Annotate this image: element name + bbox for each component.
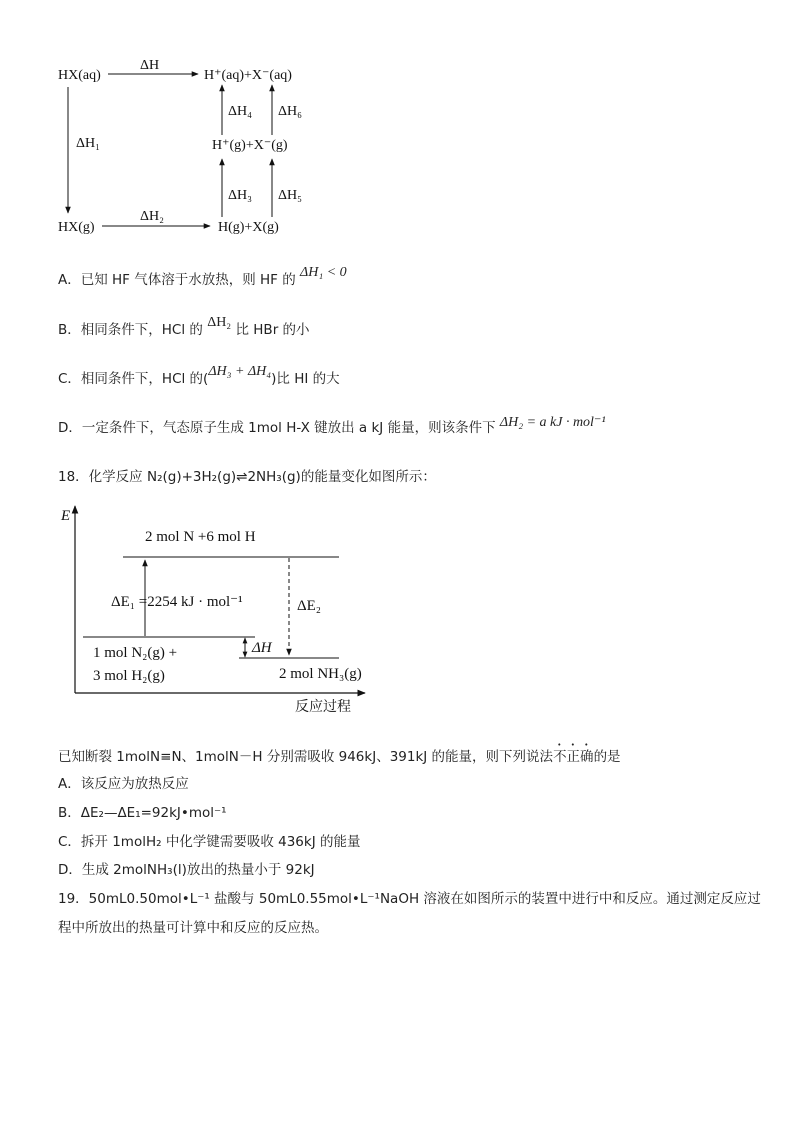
de2-label: ΔE₂ xyxy=(297,598,322,614)
q17-option-c-math: ΔH₃ + ΔH₄ xyxy=(208,364,272,379)
reactant-label-1: 1 mol N₂(g) + xyxy=(93,645,178,661)
q18-info-emphasis: 不正确 xyxy=(553,749,594,765)
q17-option-b-math: ΔH₂ xyxy=(207,315,232,330)
x-axis-label: 反应过程 xyxy=(295,699,351,715)
hx-g-label: HX(g) xyxy=(58,220,95,235)
ions-g-label: H⁺(g)+X⁻(g) xyxy=(212,138,288,153)
dh2-label: ΔH₂ xyxy=(140,209,164,224)
q17-option-c xyxy=(58,364,340,388)
q17-option-b-tail: 比 HBr 的小 xyxy=(235,322,310,338)
q17-option-d-math: ΔH₂ = a kJ · mol⁻¹ xyxy=(499,415,606,430)
dh1-label: ΔH₁ xyxy=(76,136,100,151)
q18-info-post: 的是 xyxy=(593,749,621,765)
hess-cycle-diagram xyxy=(50,55,370,245)
q18-info xyxy=(58,741,621,765)
q17-option-c-text: C．相同条件下，HCl 的( xyxy=(58,371,209,387)
dh4-label: ΔH₄ xyxy=(228,104,252,119)
q17-option-d xyxy=(58,416,606,437)
dh-label: ΔH xyxy=(252,640,272,656)
q17-option-a-math: ΔH₁ < 0 xyxy=(300,265,347,280)
y-axis-label: E xyxy=(61,508,71,524)
q17-option-d-text: D．一定条件下，气态原子生成 1mol H-X 键放出 a kJ 能量，则该条件下 xyxy=(58,420,496,436)
q17-option-b xyxy=(58,315,310,339)
dh-label: ΔH xyxy=(140,58,160,73)
atoms-g-label: H(g)+X(g) xyxy=(218,220,279,235)
q18-info-pre: 已知断裂 1molN≡N、1molN－H 分别需吸收 946kJ、391kJ 的能量，则下列说法 xyxy=(58,749,554,765)
q18-option-d: D．生成 2molNH₃(l)放出的热量小于 92kJ xyxy=(58,862,315,878)
hx-aq-label: HX(aq) xyxy=(58,68,101,83)
q18-option-c: C．拆开 1molH₂ 中化学键需要吸收 436kJ 的能量 xyxy=(58,834,361,850)
dh3-label: ΔH₃ xyxy=(228,188,252,203)
dh5-label: ΔH₅ xyxy=(278,188,302,203)
ions-aq-label: H⁺(aq)+X⁻(aq) xyxy=(204,68,292,83)
energy-diagram xyxy=(55,500,375,718)
q18-option-b: B．ΔE₂—ΔE₁=92kJ•mol⁻¹ xyxy=(58,805,227,821)
q18-stem: 18．化学反应 N₂(g)+3H₂(g)⇌2NH₃(g)的能量变化如图所示： xyxy=(58,469,436,485)
q18-option-a: A．该反应为放热反应 xyxy=(58,776,189,792)
q17-option-a xyxy=(58,265,347,289)
reactant-label-2: 3 mol H₂(g) xyxy=(93,668,165,684)
q17-option-c-tail: )比 HI 的大 xyxy=(271,371,340,387)
dh6-label: ΔH₆ xyxy=(278,104,302,119)
q19-line-2: 程中所放出的热量可计算中和反应的反应热。 xyxy=(58,920,328,936)
q17-option-a-text: A．已知 HF 气体溶于水放热，则 HF 的 xyxy=(58,272,296,288)
q19-line-1: 19．50mL0.50mol•L⁻¹ 盐酸与 50mL0.55mol•L⁻¹NaOH 溶液在如图所示的装置中进行中和反应。通过测定反应过 xyxy=(58,891,761,907)
product-label: 2 mol NH₃(g) xyxy=(279,666,362,682)
q17-option-b-text: B．相同条件下，HCl 的 xyxy=(58,322,203,338)
de1-label: ΔE₁ =2254 kJ · mol⁻¹ xyxy=(111,594,243,610)
top-level-label: 2 mol N +6 mol H xyxy=(145,529,256,545)
